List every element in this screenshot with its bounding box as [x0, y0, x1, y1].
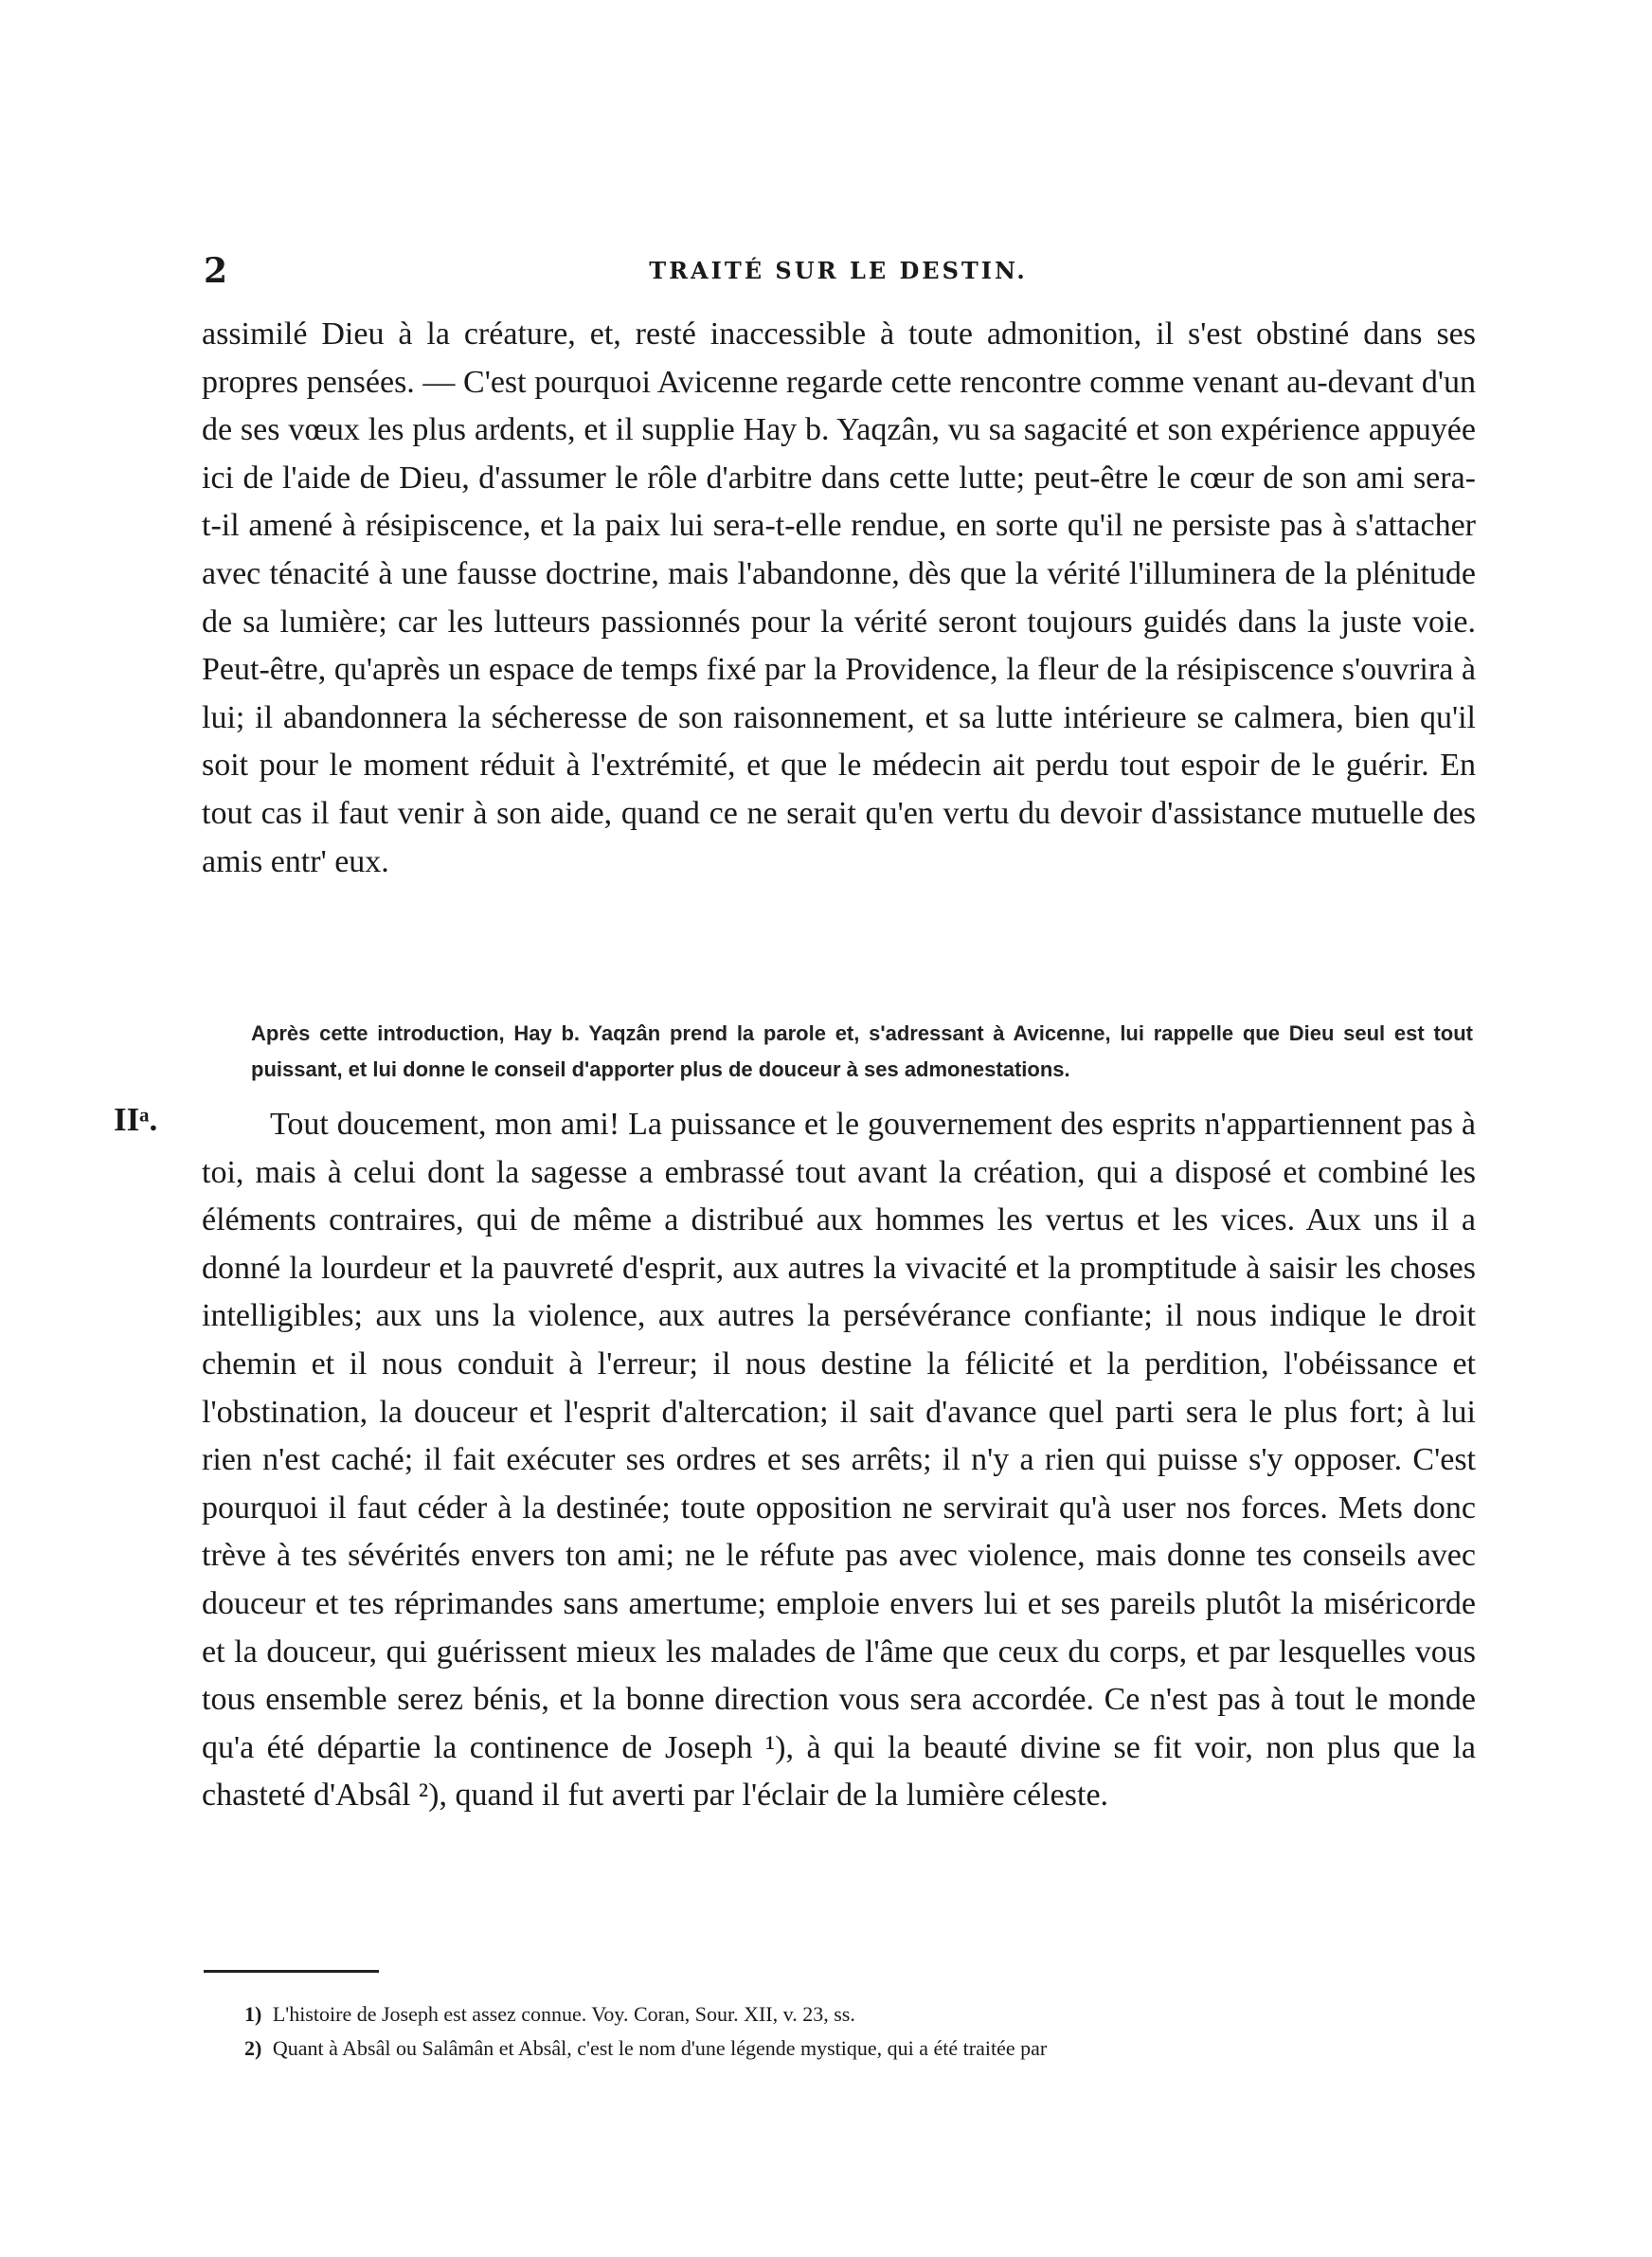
section-marker: IIᵃ.	[114, 1101, 158, 1138]
footnote-text: Quant à Absâl ou Salâmân et Absâl, c'est le nom d'une légende mystique, qui a été traitée par	[272, 2036, 1048, 2060]
body-paragraph: assimilé Dieu à la créature, et, resté inaccessible à toute admonition, il s'est obstiné dans ses propres pensées. — C'est pourquoi Avicenne regarde cette rencontre comme venant au-devant d'un de ses vœux les plus ardents, et il supplie Hay b. Yaqzân, vu sa sagacité et son expérience appuyée ici de l'aide de Dieu, d'assumer le rôle d'arbitre dans cette lutte; peut-être le cœur de son ami sera-t-il amené à résipiscence, et la paix lui sera-t-elle rendue, en sorte qu'il ne persiste pas à s'attacher avec ténacité à une fausse doctrine, mais l'abandonne, dès que la vérité l'illuminera de la plénitude de sa lumière; car les lutteurs passionnés pour la vérité seront toujours guidés dans la juste voie. Peut-être, qu'après un espace de temps fixé par la Providence, la fleur de la résipiscence s'ouvrira à lui; il abandonnera la sécheresse de son raisonnement, et sa lutte intérieure se calmera, bien qu'il soit pour le moment réduit à l'extrémité, et que le médecin ait perdu tout espoir de le guérir. En tout cas il faut venir à son aide, quand ce ne serait qu'en vertu du devoir d'assistance mutuelle des amis entr' eux.	[202, 316, 1476, 879]
footnote-label: 2)	[244, 2036, 262, 2060]
running-title: TRAITÉ SUR LE DESTIN.	[649, 257, 1028, 284]
page-number: 2	[204, 251, 228, 291]
footnote-label: 1)	[244, 2002, 262, 2026]
section-paragraph: Tout doucement, mon ami! La puissance et le gouvernement des esprits n'appartiennent pas à toi, mais à celui dont la sagesse a embrassé tout avant la création, qui a disposé et combiné les éléments contraires, qui de même a distribué aux hommes les vertus et les vices. Aux uns il a donné la lourdeur et la pauvreté d'esprit, aux autres la vivacité et la promptitude à saisir les choses intelligibles; aux uns la violence, aux autres la persévérance confiante; il nous indique le droit chemin et il nous conduit à l'erreur; il nous destine la félicité et la perdition, l'obéissance et l'obstination, la douceur et l'esprit d'altercation; il sait d'avance quel parti sera le plus fort; à lui rien n'est caché; il fait exécuter ses ordres et ses arrêts; il n'y a rien qui puisse s'y opposer. C'est pourquoi il faut céder à la destinée; toute opposition ne servirait qu'à user nos forces. Mets donc trève à tes sévérités envers ton ami; ne le réfute pas avec violence, mais donne tes conseils avec douceur et tes réprimandes sans amertume; emploie envers lui et ses pareils plutôt la miséricorde et la douceur, qui guérissent mieux les malades de l'âme que ceux du corps, et par lesquelles vous tous ensemble serez bénis, et la bonne direction vous sera accordée. Ce n'est pas à tout le monde qu'a été départie la continence de Joseph ¹), à qui la beauté divine se fit voir, non plus que la chasteté d'Absâl ²), quand il fut averti par l'éclair de la lumière céleste.	[202, 1107, 1476, 1814]
page-header	[204, 251, 1473, 289]
footnote-text: L'histoire de Joseph est assez connue. Voy. Coran, Sour. XII, v. 23, ss.	[272, 2002, 855, 2026]
footnotes	[244, 1997, 1476, 2066]
footnote	[244, 1997, 1476, 2031]
footnote	[244, 2031, 1476, 2066]
footnote-rule	[204, 1970, 379, 1973]
section-summary: Après cette introduction, Hay b. Yaqzân prend la parole et, s'adressant à Avicenne, lui rappelle que Dieu seul est tout puissant, et lui donne le conseil d'apporter plus de douceur à ses admonestations.	[251, 1021, 1473, 1081]
